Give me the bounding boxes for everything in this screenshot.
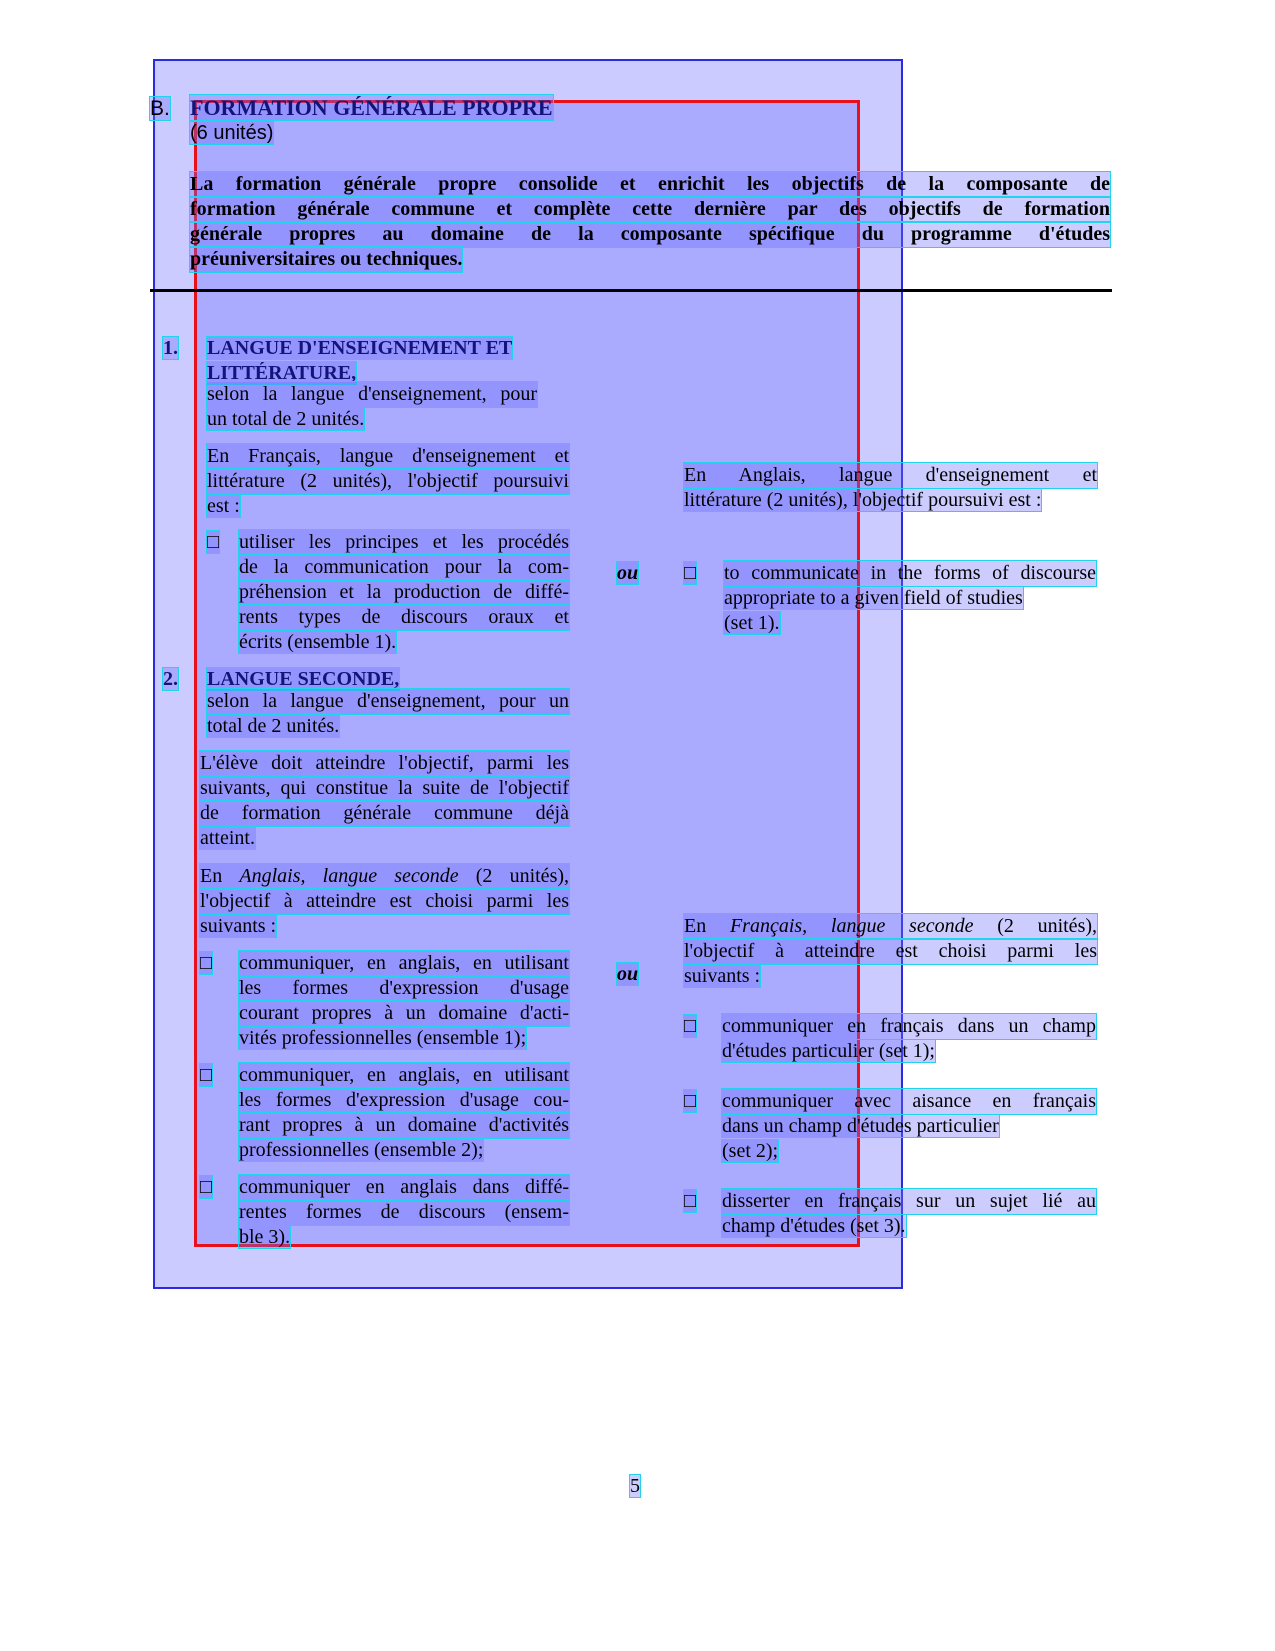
bullet-checkbox-icon: □ — [684, 1015, 697, 1037]
part2-subtitle: selon la langue d'enseignement, pour un total de 2 unités. — [207, 690, 569, 737]
part2-right-bullet-3: disserter en français sur un sujet lié au champ d'études (set 3). — [722, 1190, 1096, 1237]
part2-left-bullet-2: communiquer, en anglais, en utilisant les formes d'expression d'usage cou- rant propres à un domaine d'activités professionnelles (ensemble 2); — [239, 1064, 569, 1161]
part1-right-intro: En Anglais, langue d'enseignement et littérature (2 unités), l'objectif poursuivi est : — [684, 464, 1097, 511]
page-number: 5 — [630, 1475, 640, 1497]
part1-subtitle: selon la langue d'enseignement, pour un total de 2 unités. — [207, 383, 537, 430]
part2-right-bullet-1: communiquer en français dans un champ d'études particulier (set 1); — [722, 1015, 1096, 1062]
part1-title: LANGUE D'ENSEIGNEMENT ET LITTÉRATURE, — [207, 337, 513, 384]
section-title: FORMATION GÉNÉRALE PROPRE — [190, 95, 553, 120]
part2-left-intro: En Anglais, langue seconde (2 unités), l'objectif à atteindre est choisi parmi les suivants : — [200, 865, 570, 937]
horizontal-rule — [150, 289, 1112, 292]
part2-number: 2. — [163, 668, 178, 690]
part2-right-intro: En Français, langue seconde (2 unités), l'objectif à atteindre est choisi parmi les suivants : — [684, 915, 1098, 987]
bullet-checkbox-icon: □ — [200, 1064, 213, 1086]
part2-student-paragraph: L'élève doit atteindre l'objectif, parmi les suivants, qui constitue la suite de l'objectif de formation générale commune déjà atteint. — [200, 752, 569, 849]
part1-left-bullet: utiliser les principes et les procédés de la communication pour la com- préhension et la production de diffé- rents types de discours oraux et écrits (ensemble 1). — [239, 531, 569, 653]
part2-title: LANGUE SECONDE, — [207, 668, 400, 690]
bullet-checkbox-icon: □ — [684, 1190, 697, 1212]
section-letter: B. — [150, 97, 170, 120]
section-intro: La formation générale propre consolide et enrichit les objectifs de la composante de formation générale commune et complète cette dernière par des objectifs de formation générale propres au domaine de la composante spécifique du programme d'études préuniversitaires ou techniques. — [190, 173, 1110, 270]
bullet-checkbox-icon: □ — [207, 531, 220, 553]
part2-or-label: ou — [617, 963, 639, 985]
part1-or-label: ou — [617, 562, 639, 584]
bullet-checkbox-icon: □ — [200, 952, 213, 974]
bullet-checkbox-icon: □ — [684, 562, 697, 584]
part1-right-bullet: to communicate in the forms of discourse appropriate to a given field of studies (set 1). — [724, 562, 1096, 634]
bullet-checkbox-icon: □ — [200, 1176, 213, 1198]
part2-left-bullet-1: communiquer, en anglais, en utilisant les formes d'expression d'usage courant propres à un domaine d'acti- vités professionnelles (ensemble 1); — [239, 952, 569, 1049]
bullet-checkbox-icon: □ — [684, 1090, 697, 1112]
part2-right-bullet-2: communiquer avec aisance en français dans un champ d'études particulier (set 2); — [722, 1090, 1096, 1162]
part2-left-bullet-3: communiquer en anglais dans diffé- rentes formes de discours (ensem- ble 3). — [239, 1176, 569, 1248]
section-units: (6 unités) — [190, 122, 274, 144]
part1-left-intro: En Français, langue d'enseignement et littérature (2 unités), l'objectif poursuivi est : — [207, 445, 569, 517]
part1-number: 1. — [163, 337, 178, 359]
